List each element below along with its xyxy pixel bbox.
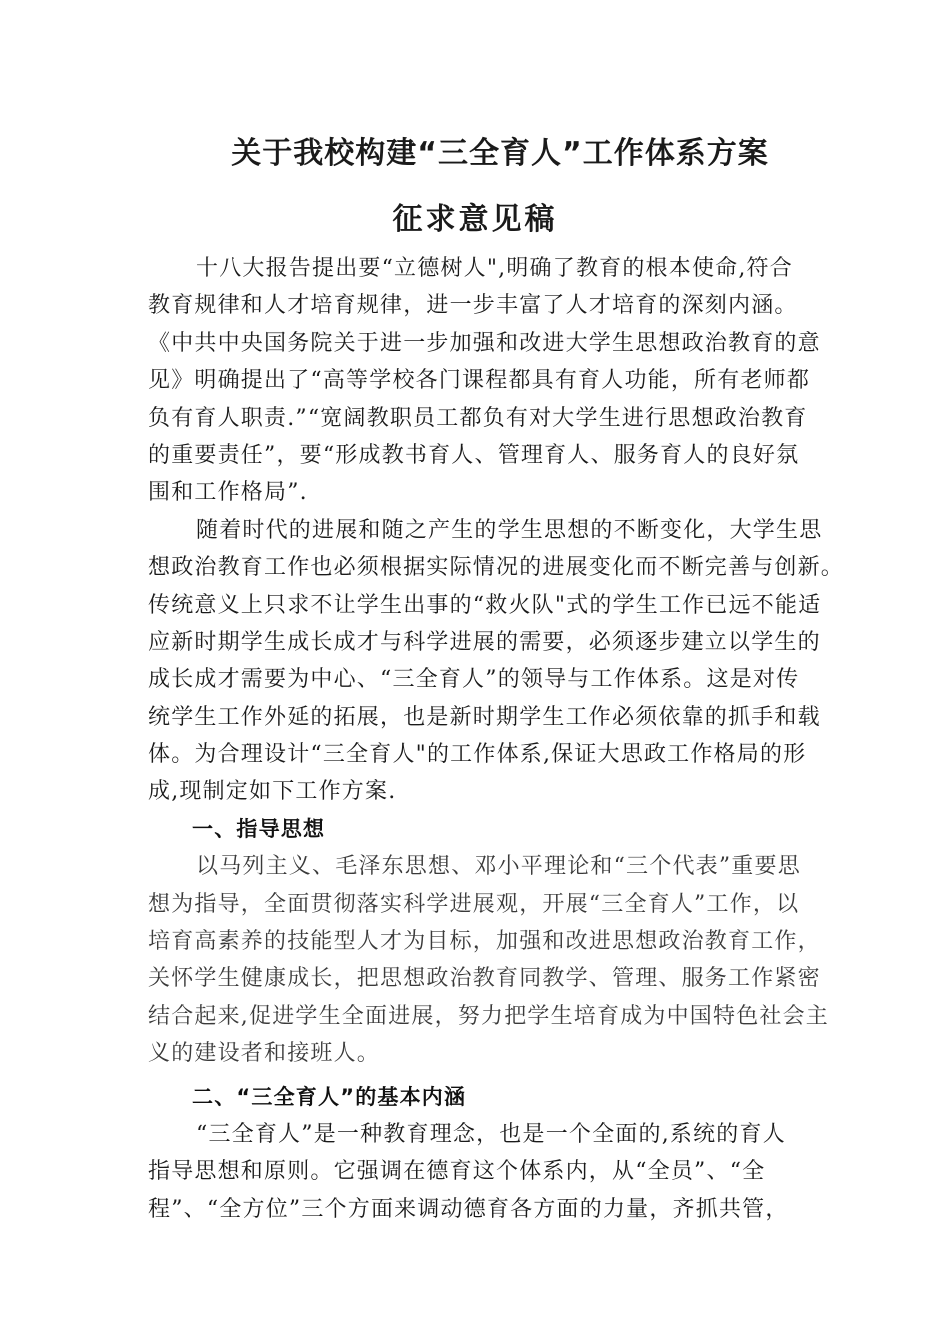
document-title: 关于我校构建“三全育人”工作体系方案 — [231, 136, 769, 171]
paragraph-line: 见》明确提出了“高等学校各门课程都具有育人功能，所有老师都 — [148, 368, 811, 394]
section-heading-guiding-thought: 一、指导思想 — [192, 816, 326, 841]
paragraph-line: 随着时代的进展和随之产生的学生思想的不断变化，大学生思 — [196, 517, 823, 543]
paragraph-line: 的重要责任”，要“形成教书育人、管理育人、服务育人的良好氛 — [148, 442, 800, 468]
paragraph-line: 应新时期学生成长成才与科学进展的需要，必须逐步建立以学生的 — [148, 629, 821, 655]
document-subtitle: 征求意见稿 — [392, 202, 558, 237]
document-body — [148, 250, 845, 1228]
paragraph-line: 成,现制定如下工作方案. — [148, 779, 397, 805]
paragraph-line: 想政治教育工作也必须根据实际情况的进展变化而不断完善与创新。 — [148, 555, 845, 581]
paragraph-line: “三全育人”是一种教育理念，也是一个全面的,系统的育人 — [196, 1121, 786, 1147]
paragraph-line: 以马列主义、毛泽东思想、邓小平理论和“三个代表”重要思 — [196, 854, 801, 880]
paragraph-line: 传统意义上只求不让学生出事的“救火队"式的学生工作已远不能适 — [148, 592, 822, 618]
paragraph-line: 成长成才需要为中心、“三全育人”的领导与工作体系。这是对传 — [148, 667, 800, 693]
paragraph-line: 义的建设者和接班人。 — [148, 1041, 381, 1067]
paragraph-line: 指导思想和原则。它强调在德育这个体系内，从“全员”、“全 — [148, 1159, 766, 1185]
paragraph-line: 想为指导，全面贯彻落实科学进展观，开展“三全育人”工作，以 — [148, 891, 800, 917]
paragraph-line: 《中共中央国务院关于进一步加强和改进大学生思想政治教育的意 — [148, 330, 821, 356]
paragraph-line: 培育高素养的技能型人才为目标，加强和改进思想政治教育工作， — [148, 929, 821, 955]
paragraph-line: 负有育人职责.”“宽阔教职员工都负有对大学生进行思想政治教育 — [148, 405, 808, 431]
paragraph-line: 关怀学生健康成长，把思想政治教育同教学、管理、服务工作紧密 — [148, 966, 821, 992]
section-heading-basic-connotation: 二、“三全育人”的基本内涵 — [192, 1084, 467, 1109]
paragraph-line: 结合起来,促进学生全面进展，努力把学生培育成为中国特色社会主 — [148, 1003, 829, 1029]
paragraph-line: 体。为合理设计“三全育人"的工作体系,保证大思政工作格局的形 — [148, 742, 807, 768]
paragraph-line: 教育规律和人才培育规律，进一步丰富了人才培育的深刻内涵。 — [148, 293, 798, 319]
paragraph-line: 围和工作格局”. — [148, 480, 308, 506]
paragraph-line: 十八大报告提出要“立德树人",明确了教育的根本使命,符合 — [196, 256, 793, 281]
paragraph-line: 程”、“全方位”三个方面来调动德育各方面的力量，齐抓共管， — [148, 1196, 789, 1222]
paragraph-line: 统学生工作外延的拓展，也是新时期学生工作必须依靠的抓手和载 — [148, 704, 821, 730]
